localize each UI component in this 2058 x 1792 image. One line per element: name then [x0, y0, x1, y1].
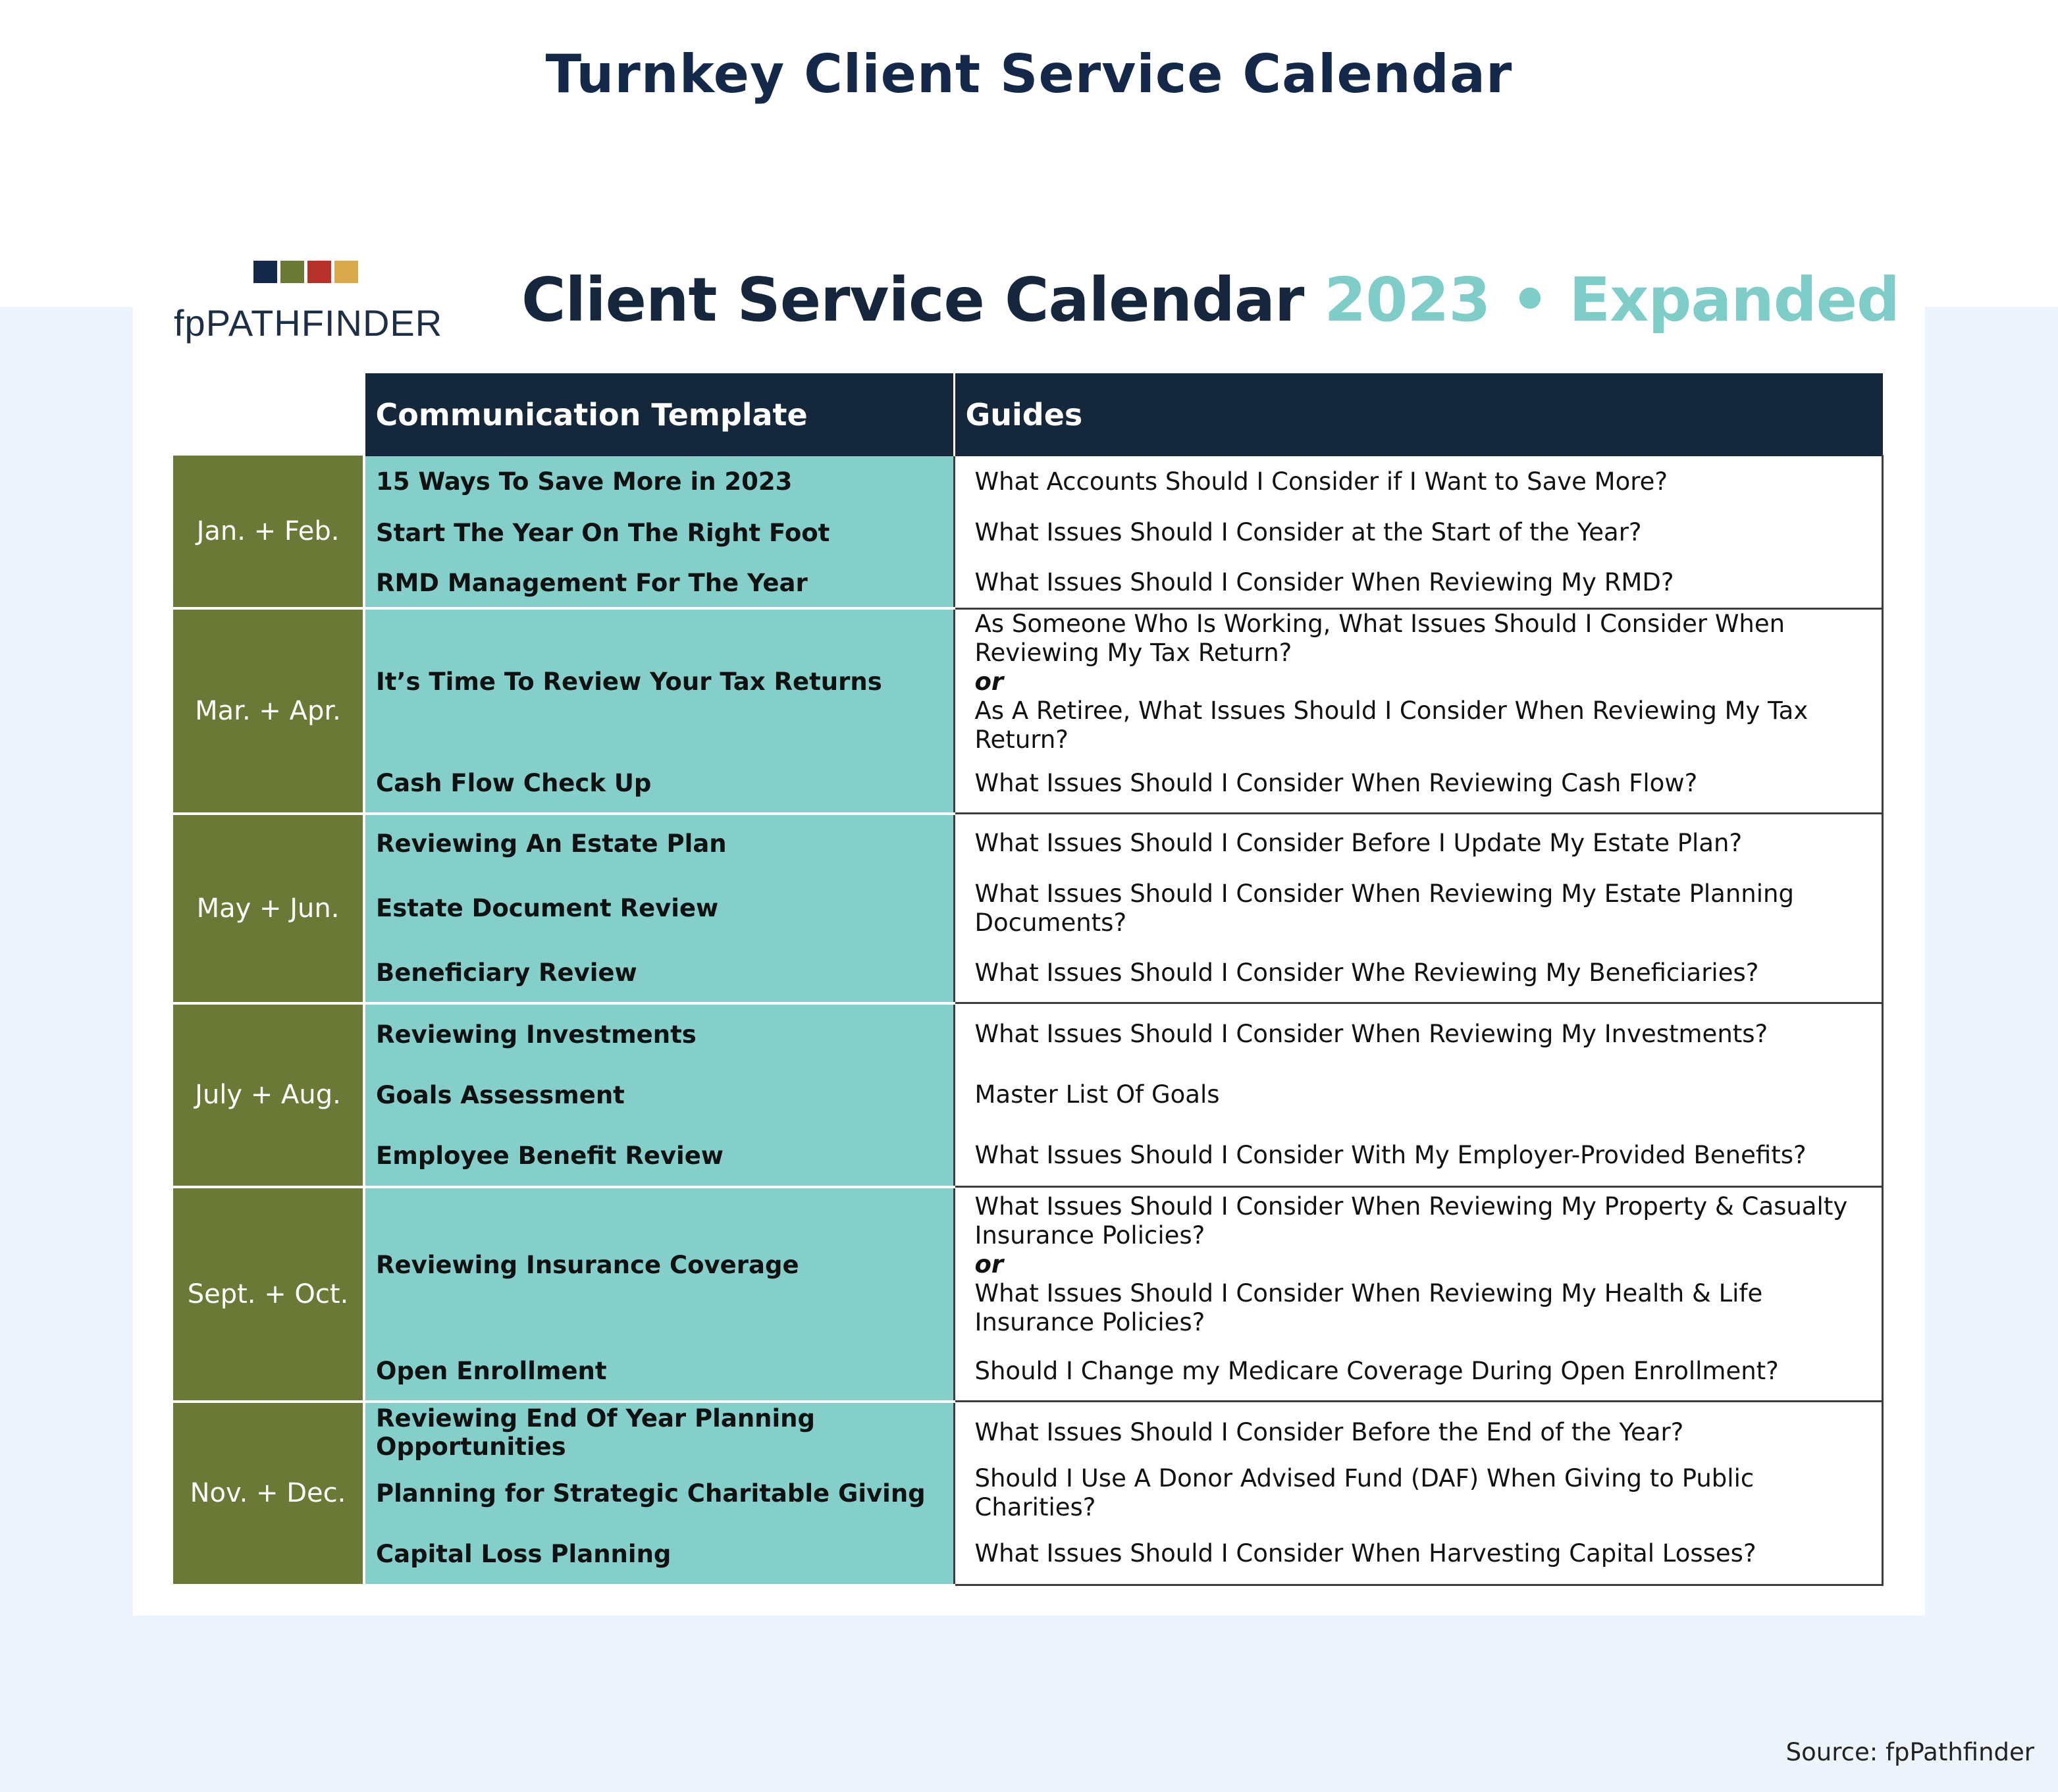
communication-template-cell: Employee Benefit Review — [364, 1126, 954, 1187]
guide-cell: Should I Use A Donor Advised Fund (DAF) When Giving to Public Charities? — [954, 1463, 1882, 1524]
communication-template-cell: Reviewing Insurance Coverage — [364, 1187, 954, 1342]
guide-cell: What Issues Should I Consider at the Start of the Year? — [954, 507, 1882, 558]
communication-template-cell: 15 Ways To Save More in 2023 — [364, 456, 954, 507]
logo-square-gold — [334, 261, 358, 283]
guide-cell: What Issues Should I Consider When Reviewing My Estate Planning Documents? — [954, 873, 1882, 944]
table-row — [173, 608, 1882, 754]
table-row — [173, 507, 1882, 558]
table-row — [173, 754, 1882, 814]
table-row — [173, 1003, 1882, 1065]
calendar-title-accent: 2023 • Expanded — [1324, 265, 1900, 335]
logo-squares — [253, 261, 358, 283]
guide-or-separator: or — [974, 667, 1004, 696]
communication-template-cell: Reviewing Investments — [364, 1003, 954, 1065]
table-row — [173, 1524, 1882, 1585]
calendar-title-main: Client Service Calendar — [521, 265, 1304, 335]
guide-cell: What Accounts Should I Consider if I Want to Save More? — [954, 456, 1882, 507]
communication-template-cell: Reviewing An Estate Plan — [364, 814, 954, 873]
table-row — [173, 814, 1882, 873]
table-row — [173, 1065, 1882, 1126]
guide-cell: Master List Of Goals — [954, 1065, 1882, 1126]
table-row — [173, 558, 1882, 608]
guide-or-separator: or — [974, 1250, 1004, 1279]
guide-cell: What Issues Should I Consider When Reviewing My RMD? — [954, 558, 1882, 608]
month-cell: May + Jun. — [173, 814, 364, 1003]
guide-cell: What Issues Should I Consider Whe Reviewing My Beneficiaries? — [954, 944, 1882, 1003]
communication-template-cell: Cash Flow Check Up — [364, 754, 954, 814]
guide-text: As Someone Who Is Working, What Issues Should I Consider When Reviewing My Tax Return? — [974, 609, 1785, 667]
communication-template-cell: Open Enrollment — [364, 1342, 954, 1402]
table-row — [173, 1463, 1882, 1524]
communication-template-cell: Estate Document Review — [364, 873, 954, 944]
header-communication-template: Communication Template — [364, 374, 954, 456]
guide-cell: Should I Change my Medicare Coverage During Open Enrollment? — [954, 1342, 1882, 1402]
guide-cell: What Issues Should I Consider Before the End of the Year? — [954, 1402, 1882, 1463]
page-title: Turnkey Client Service Calendar — [545, 43, 1513, 105]
communication-template-cell: Beneficiary Review — [364, 944, 954, 1003]
guide-text-alternate: What Issues Should I Consider When Reviewing My Health & Life Insurance Policies? — [974, 1279, 1763, 1337]
guide-cell: What Issues Should I Consider Before I Update My Estate Plan? — [954, 814, 1882, 873]
logo-square-olive — [280, 261, 304, 283]
table-row — [173, 873, 1882, 944]
communication-template-cell: Capital Loss Planning — [364, 1524, 954, 1585]
month-cell: July + Aug. — [173, 1003, 364, 1187]
guide-cell — [954, 608, 1882, 754]
communication-template-cell: Reviewing End Of Year Planning Opportunities — [364, 1402, 954, 1463]
table-row — [173, 1402, 1882, 1463]
table-row — [173, 1126, 1882, 1187]
table-row — [173, 1342, 1882, 1402]
communication-template-cell: Planning for Strategic Charitable Giving — [364, 1463, 954, 1524]
calendar-title — [521, 265, 1899, 335]
guide-text-alternate: As A Retiree, What Issues Should I Consider When Reviewing My Tax Return? — [974, 696, 1808, 754]
header-corner — [173, 374, 364, 456]
communication-template-cell: RMD Management For The Year — [364, 558, 954, 608]
guide-cell: What Issues Should I Consider When Reviewing Cash Flow? — [954, 754, 1882, 814]
communication-template-cell: Start The Year On The Right Foot — [364, 507, 954, 558]
month-cell: Sept. + Oct. — [173, 1187, 364, 1402]
header-guides: Guides — [954, 374, 1882, 456]
guide-cell — [954, 1187, 1882, 1342]
communication-template-cell: It’s Time To Review Your Tax Returns — [364, 608, 954, 754]
month-cell: Jan. + Feb. — [173, 456, 364, 608]
table-row — [173, 1187, 1882, 1342]
month-cell: Mar. + Apr. — [173, 608, 364, 814]
guide-text: What Issues Should I Consider When Reviewing My Property & Casualty Insurance Policies? — [974, 1192, 1848, 1250]
table-row — [173, 944, 1882, 1003]
guide-cell: What Issues Should I Consider When Harvesting Capital Losses? — [954, 1524, 1882, 1585]
communication-template-cell: Goals Assessment — [364, 1065, 954, 1126]
source-credit: Source: fpPathfinder — [1785, 1738, 2034, 1766]
logo-text: fpPATHFINDER — [174, 302, 443, 344]
service-calendar-table — [173, 373, 1884, 1587]
guide-cell: What Issues Should I Consider When Reviewing My Investments? — [954, 1003, 1882, 1065]
guide-cell: What Issues Should I Consider With My Employer-Provided Benefits? — [954, 1126, 1882, 1187]
table-body — [173, 456, 1882, 1585]
month-cell: Nov. + Dec. — [173, 1402, 364, 1585]
logo-square-red — [307, 261, 331, 283]
logo-square-navy — [253, 261, 277, 283]
table-row — [173, 456, 1882, 507]
table-header-row — [173, 374, 1882, 456]
